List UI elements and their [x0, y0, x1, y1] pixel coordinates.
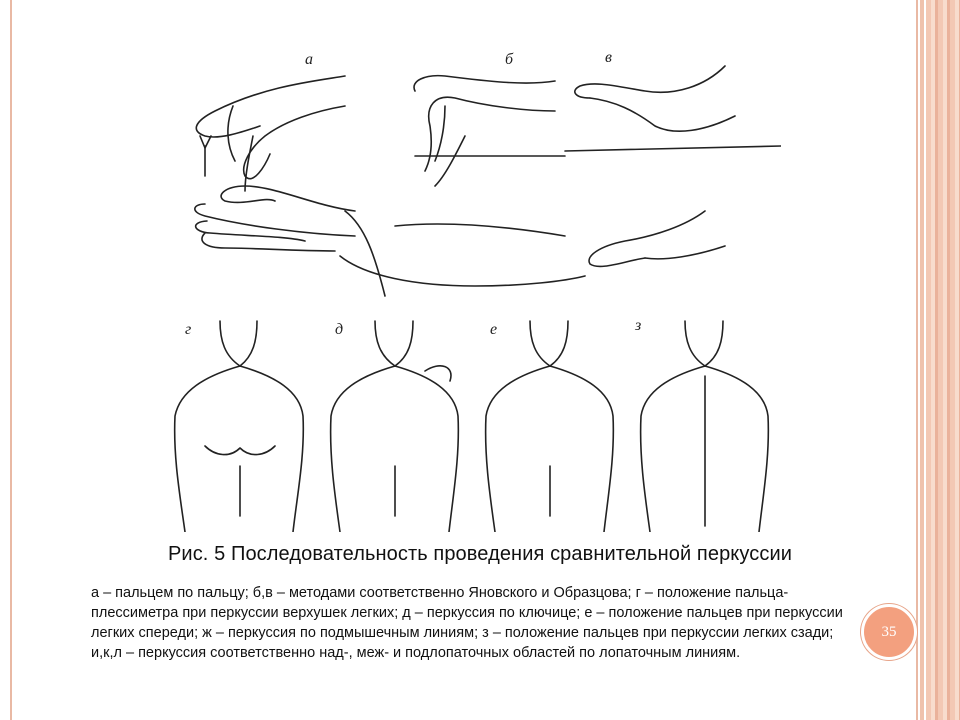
label-z: з — [635, 317, 642, 334]
label-e: е — [490, 321, 498, 338]
figure-description: а – пальцем по пальцу; б,в – методами соответственно Яновского и Образцова; г – положение пальца-плессиметра при перкуссии верхушек легких; д – перкуссия по ключице; е – положение пальцев при перкуссии легких спереди; ж – перкуссия по подмышечным линиям; з – положение пальцев при перкуссии легких сзади; и,к,л – перкуссия соответственно над-, меж- и подлопаточных областей по лопаточным линиям. — [91, 585, 843, 661]
percussion-illustration — [145, 36, 781, 532]
percussion-drawing — [145, 36, 781, 532]
decor-bar — [926, 0, 960, 720]
panel-a-hands — [195, 76, 385, 296]
decor-stripe — [920, 0, 924, 720]
panel-b-hands — [340, 76, 585, 286]
label-d: д — [335, 321, 344, 338]
torsos — [175, 321, 769, 532]
label-g: г — [185, 321, 192, 338]
panel-v-hands — [565, 66, 781, 266]
label-a: а — [305, 51, 313, 68]
page-number-badge: 35 — [861, 604, 917, 660]
label-v: в — [605, 49, 612, 66]
label-b: б — [505, 51, 514, 68]
figure-title: Рис. 5 Последовательность проведения сравнительной перкуссии — [167, 543, 793, 565]
